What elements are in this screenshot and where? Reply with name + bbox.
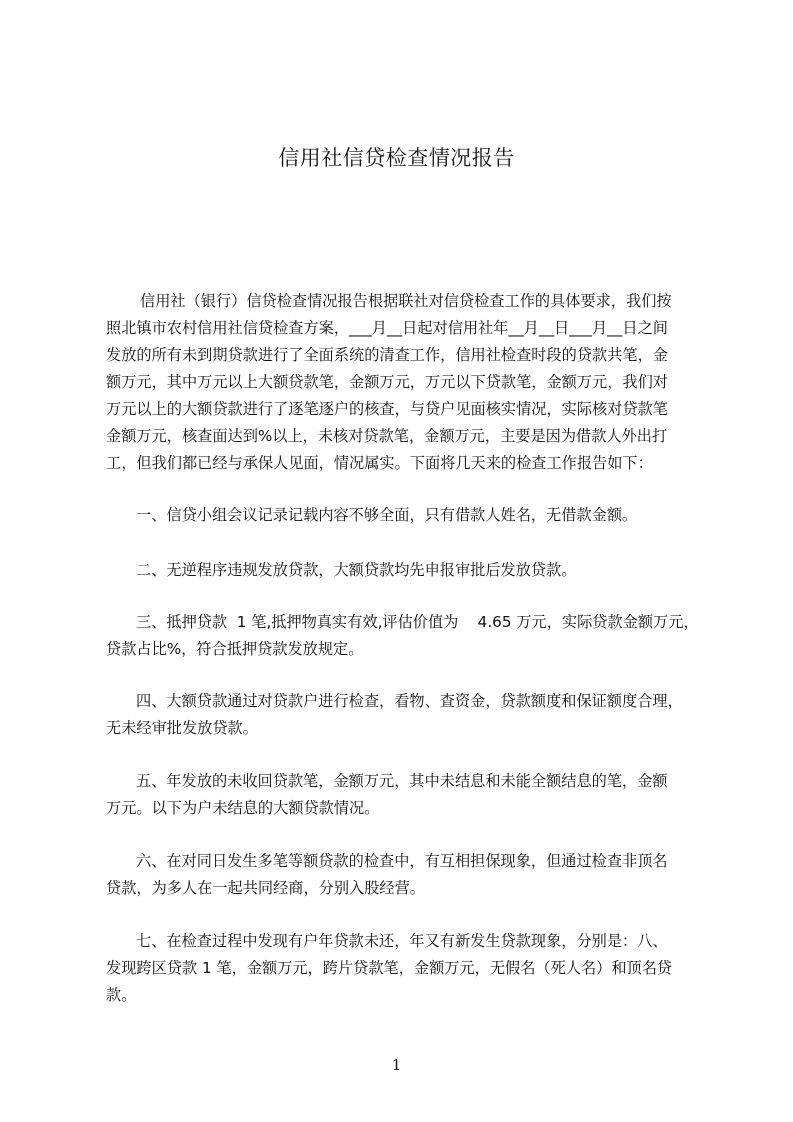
item-line: 五、年发放的未收回贷款笔，金额万元，其中未结息和未能全额结息的笔，金额 [136,772,668,790]
item-line: 款。 [106,986,137,1004]
item-line: 贷款，为多人在一起共同经商，分别入股经营。 [106,879,425,897]
item-line: 六、在对同日发生多笔等额贷款的检查中，有互相担保现象，但通过检查非顶名 [136,852,668,870]
intro-line: 照北镇市农村信用社信贷检查方案，___月__日起对信用社年__月__日___月__日之间 [106,319,668,337]
item-line: 无未经审批发放贷款。 [106,719,258,737]
intro-line: 信用社（银行）信贷检查情况报告根据联社对信贷检查工作的具体要求，我们按 [140,292,672,310]
item-line: 二、无逆程序违规发放贷款，大额贷款均先申报审批后发放贷款。 [136,561,577,579]
item-line: 贷款占比%，符合抵押贷款发放规定。 [106,640,364,658]
intro-line: 工，但我们都已经与承保人见面，情况属实。下面将几天来的检查工作报告如下： [106,454,653,472]
item-line: 万元。以下为户未结息的大额贷款情况。 [106,799,380,817]
page-number: 1 [391,1056,402,1074]
intro-line: 额万元，其中万元以上大额贷款笔，金额万元，万元以下贷款笔，金额万元，我们对 [106,373,668,391]
item-line: 一、信贷小组会议记录记载内容不够全面，只有借款人姓名，无借款金额。 [136,506,638,524]
item-line: 四、大额贷款通过对贷款户进行检查，看物、查资金，贷款额度和保证额度合理， [136,692,683,710]
intro-line: 金额万元，核查面达到%以上，未核对贷款笔，金额万元，主要是因为借款人外出打 [106,427,668,445]
item-line: 七、在检查过程中发现有户年贷款未还，年又有新发生贷款现象，分别是：八、 [136,932,668,950]
intro-line: 发放的所有未到期贷款进行了全面系统的清查工作，信用社检查时段的贷款共笔，金 [106,346,668,364]
document-title: 信用社信贷检查情况报告 [278,146,515,170]
intro-line: 万元以上的大额贷款进行了逐笔逐户的核查，与贷户见面核实情况，实际核对贷款笔 [106,400,668,418]
item-line: 发现跨区贷款 1 笔，金额万元，跨片贷款笔，金额万元，无假名（死人名）和顶名贷 [106,959,673,977]
item-line: 三、抵押贷款 1 笔,抵押物真实有效,评估价值为 4.65 万元，实际贷款金额万元， [136,613,699,631]
